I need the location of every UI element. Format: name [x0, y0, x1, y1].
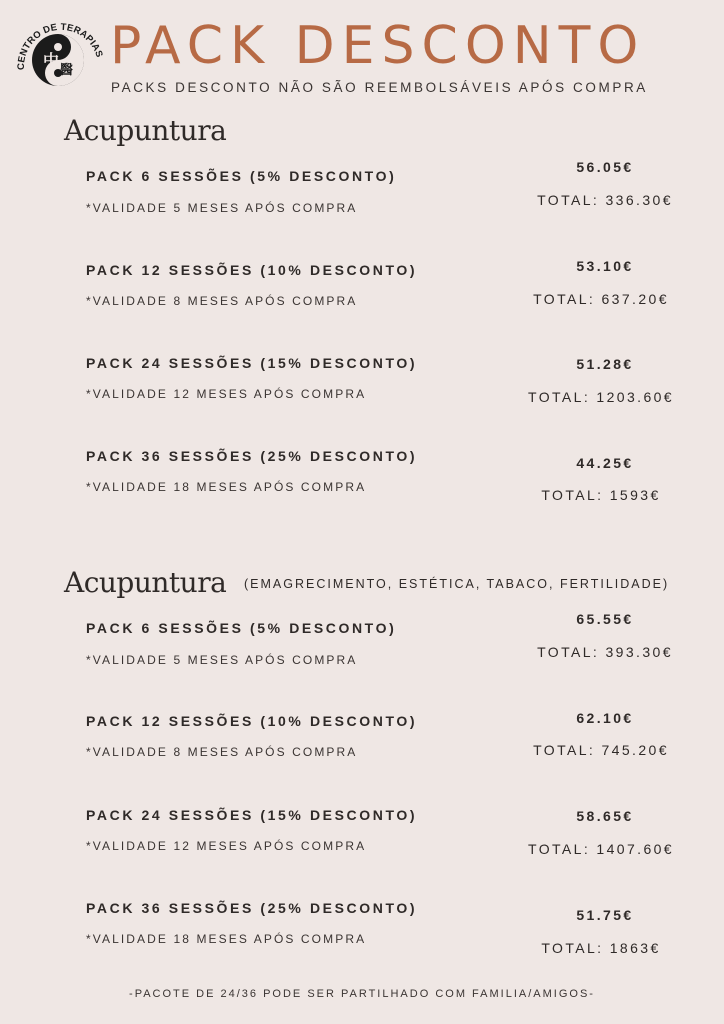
pack-validity: *VALIDADE 12 MESES APÓS COMPRA	[86, 839, 367, 853]
pack-validity: *VALIDADE 12 MESES APÓS COMPRA	[86, 387, 367, 401]
pack-total: TOTAL: 637.20€	[533, 291, 669, 307]
pack-price: 56.05€	[576, 159, 634, 175]
pack-price: 62.10€	[576, 710, 634, 726]
pack-name: PACK 36 SESSÕES (25% DESCONTO)	[86, 900, 418, 916]
pack-name: PACK 12 SESSÕES (10% DESCONTO)	[86, 262, 418, 278]
clinic-logo	[12, 8, 104, 92]
pack-validity: *VALIDADE 18 MESES APÓS COMPRA	[86, 932, 367, 946]
pack-total: TOTAL: 393.30€	[537, 644, 673, 660]
logo-glyph-left: 中	[43, 51, 60, 70]
pack-total: TOTAL: 336.30€	[537, 192, 673, 208]
pack-total: TOTAL: 1407.60€	[528, 841, 674, 857]
logo-glyph-right: 醫	[60, 63, 74, 78]
pack-name: PACK 6 SESSÕES (5% DESCONTO)	[86, 620, 397, 636]
page-title: PACK DESCONTO	[110, 16, 646, 76]
pack-price: 51.75€	[576, 907, 634, 923]
page-subtitle: PACKS DESCONTO NÃO SÃO REEMBOLSÁVEIS APÓS COMPRA	[111, 80, 648, 95]
pack-validity: *VALIDADE 5 MESES APÓS COMPRA	[86, 201, 358, 215]
pack-validity: *VALIDADE 8 MESES APÓS COMPRA	[86, 745, 358, 759]
pack-price: 53.10€	[576, 258, 634, 274]
footer-note: -PACOTE DE 24/36 PODE SER PARTILHADO COM FAMILIA/AMIGOS-	[129, 988, 595, 1000]
pack-validity: *VALIDADE 8 MESES APÓS COMPRA	[86, 294, 358, 308]
pack-total: TOTAL: 1593€	[541, 487, 661, 503]
pack-validity: *VALIDADE 18 MESES APÓS COMPRA	[86, 480, 367, 494]
pack-price: 65.55€	[576, 611, 634, 627]
pack-name: PACK 24 SESSÕES (15% DESCONTO)	[86, 807, 418, 823]
section-title-acupuntura-specialties: Acupuntura	[64, 566, 227, 599]
logo-ring-text: CENTRO DE TERAPIAS	[15, 21, 104, 71]
section-title-acupuntura: Acupuntura	[64, 114, 227, 147]
pack-name: PACK 6 SESSÕES (5% DESCONTO)	[86, 168, 397, 184]
section-note: (EMAGRECIMENTO, ESTÉTICA, TABACO, FERTILIDADE)	[244, 577, 670, 591]
pack-total: TOTAL: 1203.60€	[528, 389, 674, 405]
pack-price: 44.25€	[576, 455, 634, 471]
pack-name: PACK 12 SESSÕES (10% DESCONTO)	[86, 713, 418, 729]
pack-validity: *VALIDADE 5 MESES APÓS COMPRA	[86, 653, 358, 667]
pack-total: TOTAL: 745.20€	[533, 742, 669, 758]
pack-price: 58.65€	[576, 808, 634, 824]
pack-price: 51.28€	[576, 356, 634, 372]
pack-name: PACK 36 SESSÕES (25% DESCONTO)	[86, 448, 418, 464]
pack-total: TOTAL: 1863€	[541, 940, 661, 956]
pack-name: PACK 24 SESSÕES (15% DESCONTO)	[86, 355, 418, 371]
